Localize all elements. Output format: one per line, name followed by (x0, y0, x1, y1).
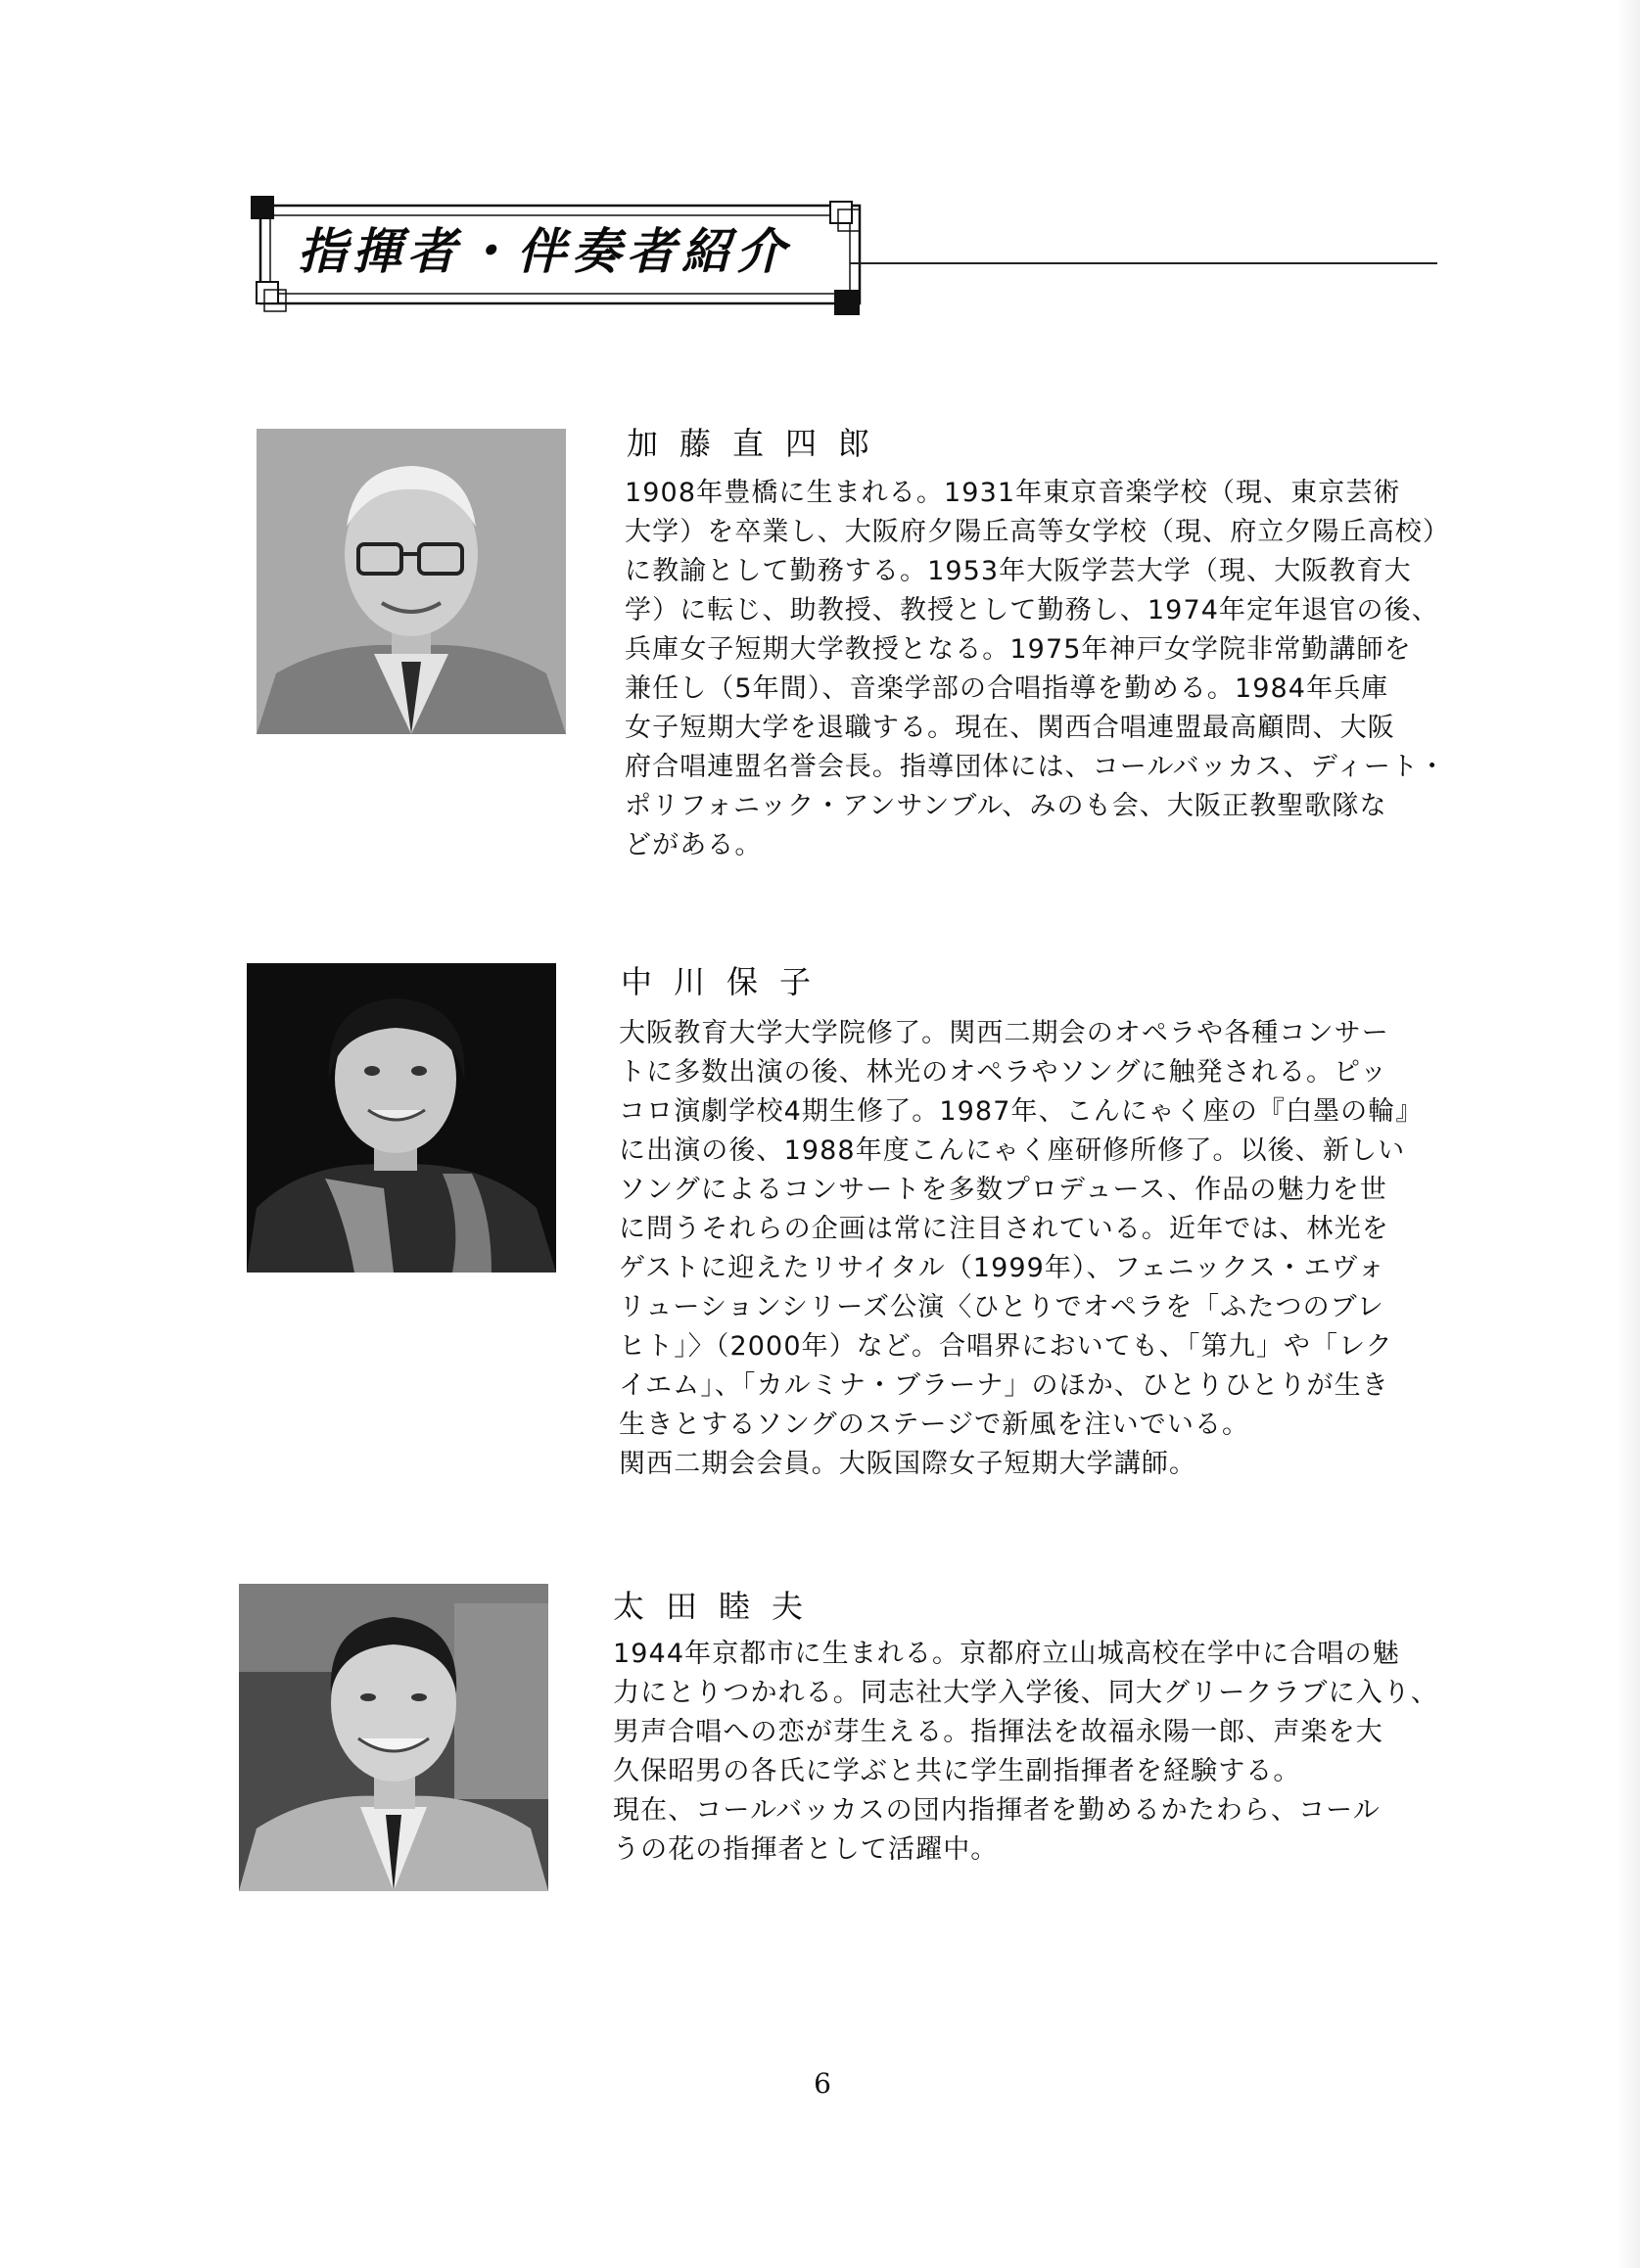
bio-line: どがある。 (625, 830, 763, 860)
bio-line: ソングによるコンサートを多数プロデュース、作品の魅力を世 (619, 1175, 1387, 1205)
page-edge-shadow (1617, 0, 1640, 2268)
portrait-woman-scarf-icon (247, 963, 556, 1273)
title-rule-line (850, 262, 1437, 264)
profile-name: 加藤直四郎 (627, 425, 892, 462)
profile-bio (613, 1635, 1438, 1870)
bio-line: 久保昭男の各氏に学ぶと共に学生副指揮者を経験する。 (613, 1756, 1301, 1786)
bio-line: うの花の指揮者として活躍中。 (613, 1834, 999, 1865)
bio-line: 現在、コールバッカスの団内指揮者を勤めるかたわら、コール (613, 1795, 1381, 1826)
bio-line: イエム」、「カルミナ・ブラーナ」のほか、ひとりひとりが生き (619, 1370, 1389, 1401)
bio-line: 女子短期大学を退職する。現在、関西合唱連盟最高顧問、大阪 (625, 713, 1395, 743)
bio-line: リューションシリーズ公演〈ひとりでオペラを「ふたつのブレ (619, 1292, 1384, 1322)
bio-line: 生きとするソングのステージで新風を注いでいる。 (619, 1410, 1250, 1440)
page-number: 6 (814, 2067, 831, 2100)
bio-line: 兵庫女子短期大学教授となる。1975年神戸女学院非常勤講師を (625, 634, 1412, 665)
bio-line: 1908年豊橋に生まれる。1931年東京音楽学校（現、東京芸術 (625, 478, 1401, 508)
bio-line: ポリフォニック・アンサンブル、みのも会、大阪正教聖歌隊な (625, 791, 1387, 821)
section-title-plate (247, 192, 873, 317)
bio-line: に出演の後、1988年度こんにゃく座研修所修了。以後、新しい (619, 1135, 1406, 1166)
bio-line: ヒト」〉（2000年）など。合唱界においても、「第九」や「レク (619, 1331, 1393, 1362)
bio-line: トに多数出演の後、林光のオペラやソングに触発される。ピッ (619, 1057, 1388, 1088)
profile-bio (625, 474, 1450, 865)
bio-line: ゲストに迎えたリサイタル（1999年）、フェニックス・エヴォ (619, 1253, 1385, 1283)
profile-name: 太田睦夫 (613, 1588, 825, 1625)
bio-line: 1944年京都市に生まれる。京都府立山城高校在学中に合唱の魅 (613, 1639, 1400, 1669)
bio-line: 大阪教育大学大学院修了。関西二期会のオペラや各種コンサー (619, 1018, 1389, 1048)
profile-name: 中川保子 (621, 963, 833, 1000)
bio-line: に問うそれらの企画は常に注目されている。近年では、林光を (619, 1214, 1389, 1244)
bio-line: 府合唱連盟名誉会長。指導団体には、コールバッカス、ディート・ (625, 752, 1447, 782)
portrait-elderly-man-glasses-icon (257, 429, 566, 734)
bio-line: 学）に転じ、助教授、教授として勤務し、1974年定年退官の後、 (625, 595, 1439, 625)
bio-line: に教諭として勤務する。1953年大阪学芸大学（現、大阪教育大 (625, 556, 1412, 586)
bio-line: 男声合唱への恋が芽生える。指揮法を故福永陽一郎、声楽を大 (613, 1717, 1383, 1747)
bio-line: 力にとりつかれる。同志社大学入学後、同大グリークラブに入り、 (613, 1678, 1438, 1708)
bio-line: コロ演劇学校4期生修了。1987年、こんにゃく座の『白墨の輪』 (619, 1096, 1424, 1127)
bio-line: 関西二期会会員。大阪国際女子短期大学講師。 (619, 1449, 1197, 1479)
profile-bio (619, 1014, 1422, 1484)
bio-line: 大学）を卒業し、大阪府夕陽丘高等女学校（現、府立夕陽丘高校） (625, 517, 1450, 547)
section-title: 指揮者・伴奏者紹介 (298, 223, 791, 280)
portrait-man-suit-smiling-icon (239, 1584, 548, 1891)
bio-line: 兼任し（5年間）、音楽学部の合唱指導を勤める。1984年兵庫 (625, 673, 1389, 704)
